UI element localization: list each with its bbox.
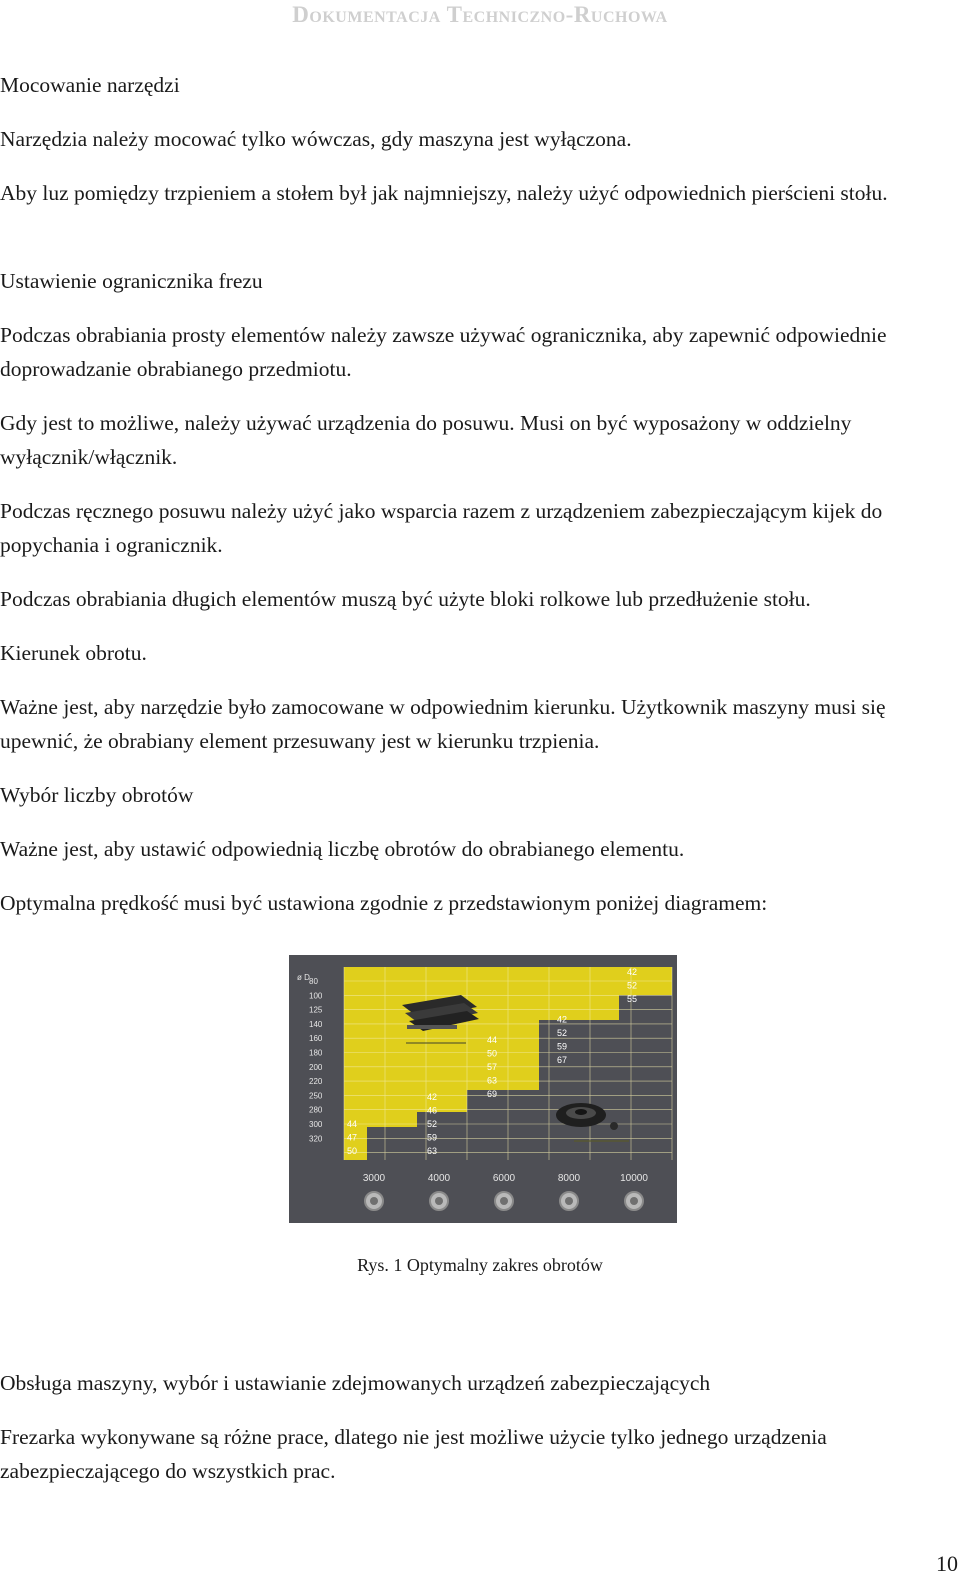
speed-column-value: 69: [487, 1089, 498, 1099]
page-header: Dokumentacja Techniczno-Ruchowa: [292, 2, 668, 27]
diameter-label: 280: [309, 1105, 323, 1115]
cutter-icon: [556, 1103, 618, 1130]
speed-knob-center: [565, 1197, 573, 1205]
diameter-label: 100: [309, 991, 323, 1001]
speed-label: 4000: [427, 1173, 451, 1184]
speed-column-value: 55: [627, 994, 638, 1004]
speed-knob-center: [370, 1197, 378, 1205]
speed-column-value: 44: [487, 1035, 498, 1045]
figure-caption: Rys. 1 Optymalny zakres obrotów: [357, 1255, 603, 1275]
speed-knob-center: [435, 1197, 443, 1205]
heading-mocowanie: Mocowanie narzędzi: [0, 73, 180, 97]
speed-label: 8000: [557, 1173, 581, 1184]
diameter-label: 320: [309, 1134, 323, 1144]
diameter-label: 220: [309, 1077, 323, 1087]
diameter-label: 300: [309, 1120, 323, 1129]
speed-column-value: 59: [427, 1132, 438, 1143]
heading-obroty: Wybór liczby obrotów: [0, 783, 194, 807]
paragraph: Aby luz pomiędzy trzpieniem a stołem był jak najmniejszy, należy użyć odpowiednich pierścieni stołu.: [0, 181, 888, 205]
speed-column-value: 52: [427, 1119, 438, 1129]
speed-column-value: 50: [347, 1146, 358, 1156]
diameter-label: 140: [309, 1019, 323, 1029]
speed-column-value: 50: [487, 1048, 498, 1059]
heading-obsluga: Obsługa maszyny, wybór i ustawianie zdejmowanych urządzeń zabezpieczających: [0, 1371, 711, 1395]
speed-column-value: 42: [627, 967, 638, 977]
speed-diagram: [289, 955, 677, 1223]
diameter-label: 125: [309, 1005, 323, 1015]
speed-column-value: 57: [487, 1062, 498, 1072]
diameter-label: 250: [309, 1091, 323, 1101]
diameter-axis-label: ø D: [297, 973, 310, 982]
heading-kierunek: Kierunek obrotu.: [0, 641, 147, 665]
speed-column-value: 44: [347, 1119, 358, 1129]
paragraph: Gdy jest to możliwe, należy używać urządzenia do posuwu. Musi on być wyposażony w oddzielny wyłącznik/włącznik.: [0, 411, 852, 469]
speed-label: 6000: [492, 1173, 516, 1184]
diameter-label: 80: [309, 977, 318, 986]
paragraph: Narzędzia należy mocować tylko wówczas, gdy maszyna jest wyłączona.: [0, 127, 632, 151]
diameter-label: 160: [309, 1034, 323, 1044]
paragraph: Ważne jest, aby narzędzie było zamocowane w odpowiednim kierunku. Użytkownik maszyny musi się upewnić, że obrabiany element przesuwany jest w kierunku trzpienia.: [0, 695, 886, 753]
speed-column-value: 63: [487, 1075, 498, 1086]
speed-column-value: 42: [557, 1014, 568, 1025]
diameter-label: 180: [309, 1048, 323, 1058]
speed-column-value: 63: [427, 1146, 438, 1156]
diameter-label: 200: [309, 1062, 323, 1072]
speed-column-value: 52: [627, 980, 638, 991]
paragraph: Ważne jest, aby ustawić odpowiednią liczbę obrotów do obrabianego elementu.: [0, 837, 685, 861]
paragraph: Podczas obrabiania długich elementów muszą być użyte bloki rolkowe lub przedłużenie stołu.: [0, 587, 811, 611]
paragraph: Frezarka wykonywane są różne prace, dlatego nie jest możliwe użycie tylko jednego urządzenia zabezpieczającego do wszystkich prac.: [0, 1425, 827, 1483]
speed-column-value: 46: [427, 1105, 438, 1116]
paragraph: Optymalna prędkość musi być ustawiona zgodnie z przedstawionym poniżej diagramem:: [0, 891, 768, 915]
heading-ogranicznik: Ustawienie ogranicznika frezu: [0, 269, 263, 293]
speed-diagram-photo: [289, 955, 677, 1223]
speed-column-value: 47: [347, 1132, 358, 1143]
speed-knob-center: [630, 1197, 638, 1205]
paragraph: Podczas obrabiania prosty elementów należy zawsze używać ogranicznika, aby zapewnić odpowiednie doprowadzanie obrabianego przedmiotu.: [0, 323, 887, 381]
speed-label: 3000: [362, 1173, 386, 1184]
speed-column-value: 52: [557, 1028, 568, 1038]
speed-column-value: 67: [557, 1055, 568, 1065]
speed-label: 10000: [620, 1173, 648, 1184]
speed-knob-center: [500, 1197, 508, 1205]
page-number: 10: [936, 1551, 958, 1576]
speed-column-value: 42: [427, 1092, 438, 1102]
speed-column-value: 59: [557, 1041, 568, 1052]
paragraph: Podczas ręcznego posuwu należy użyć jako wsparcia razem z urządzeniem zabezpieczającym kijek do popychania i ogranicznik.: [0, 499, 883, 557]
